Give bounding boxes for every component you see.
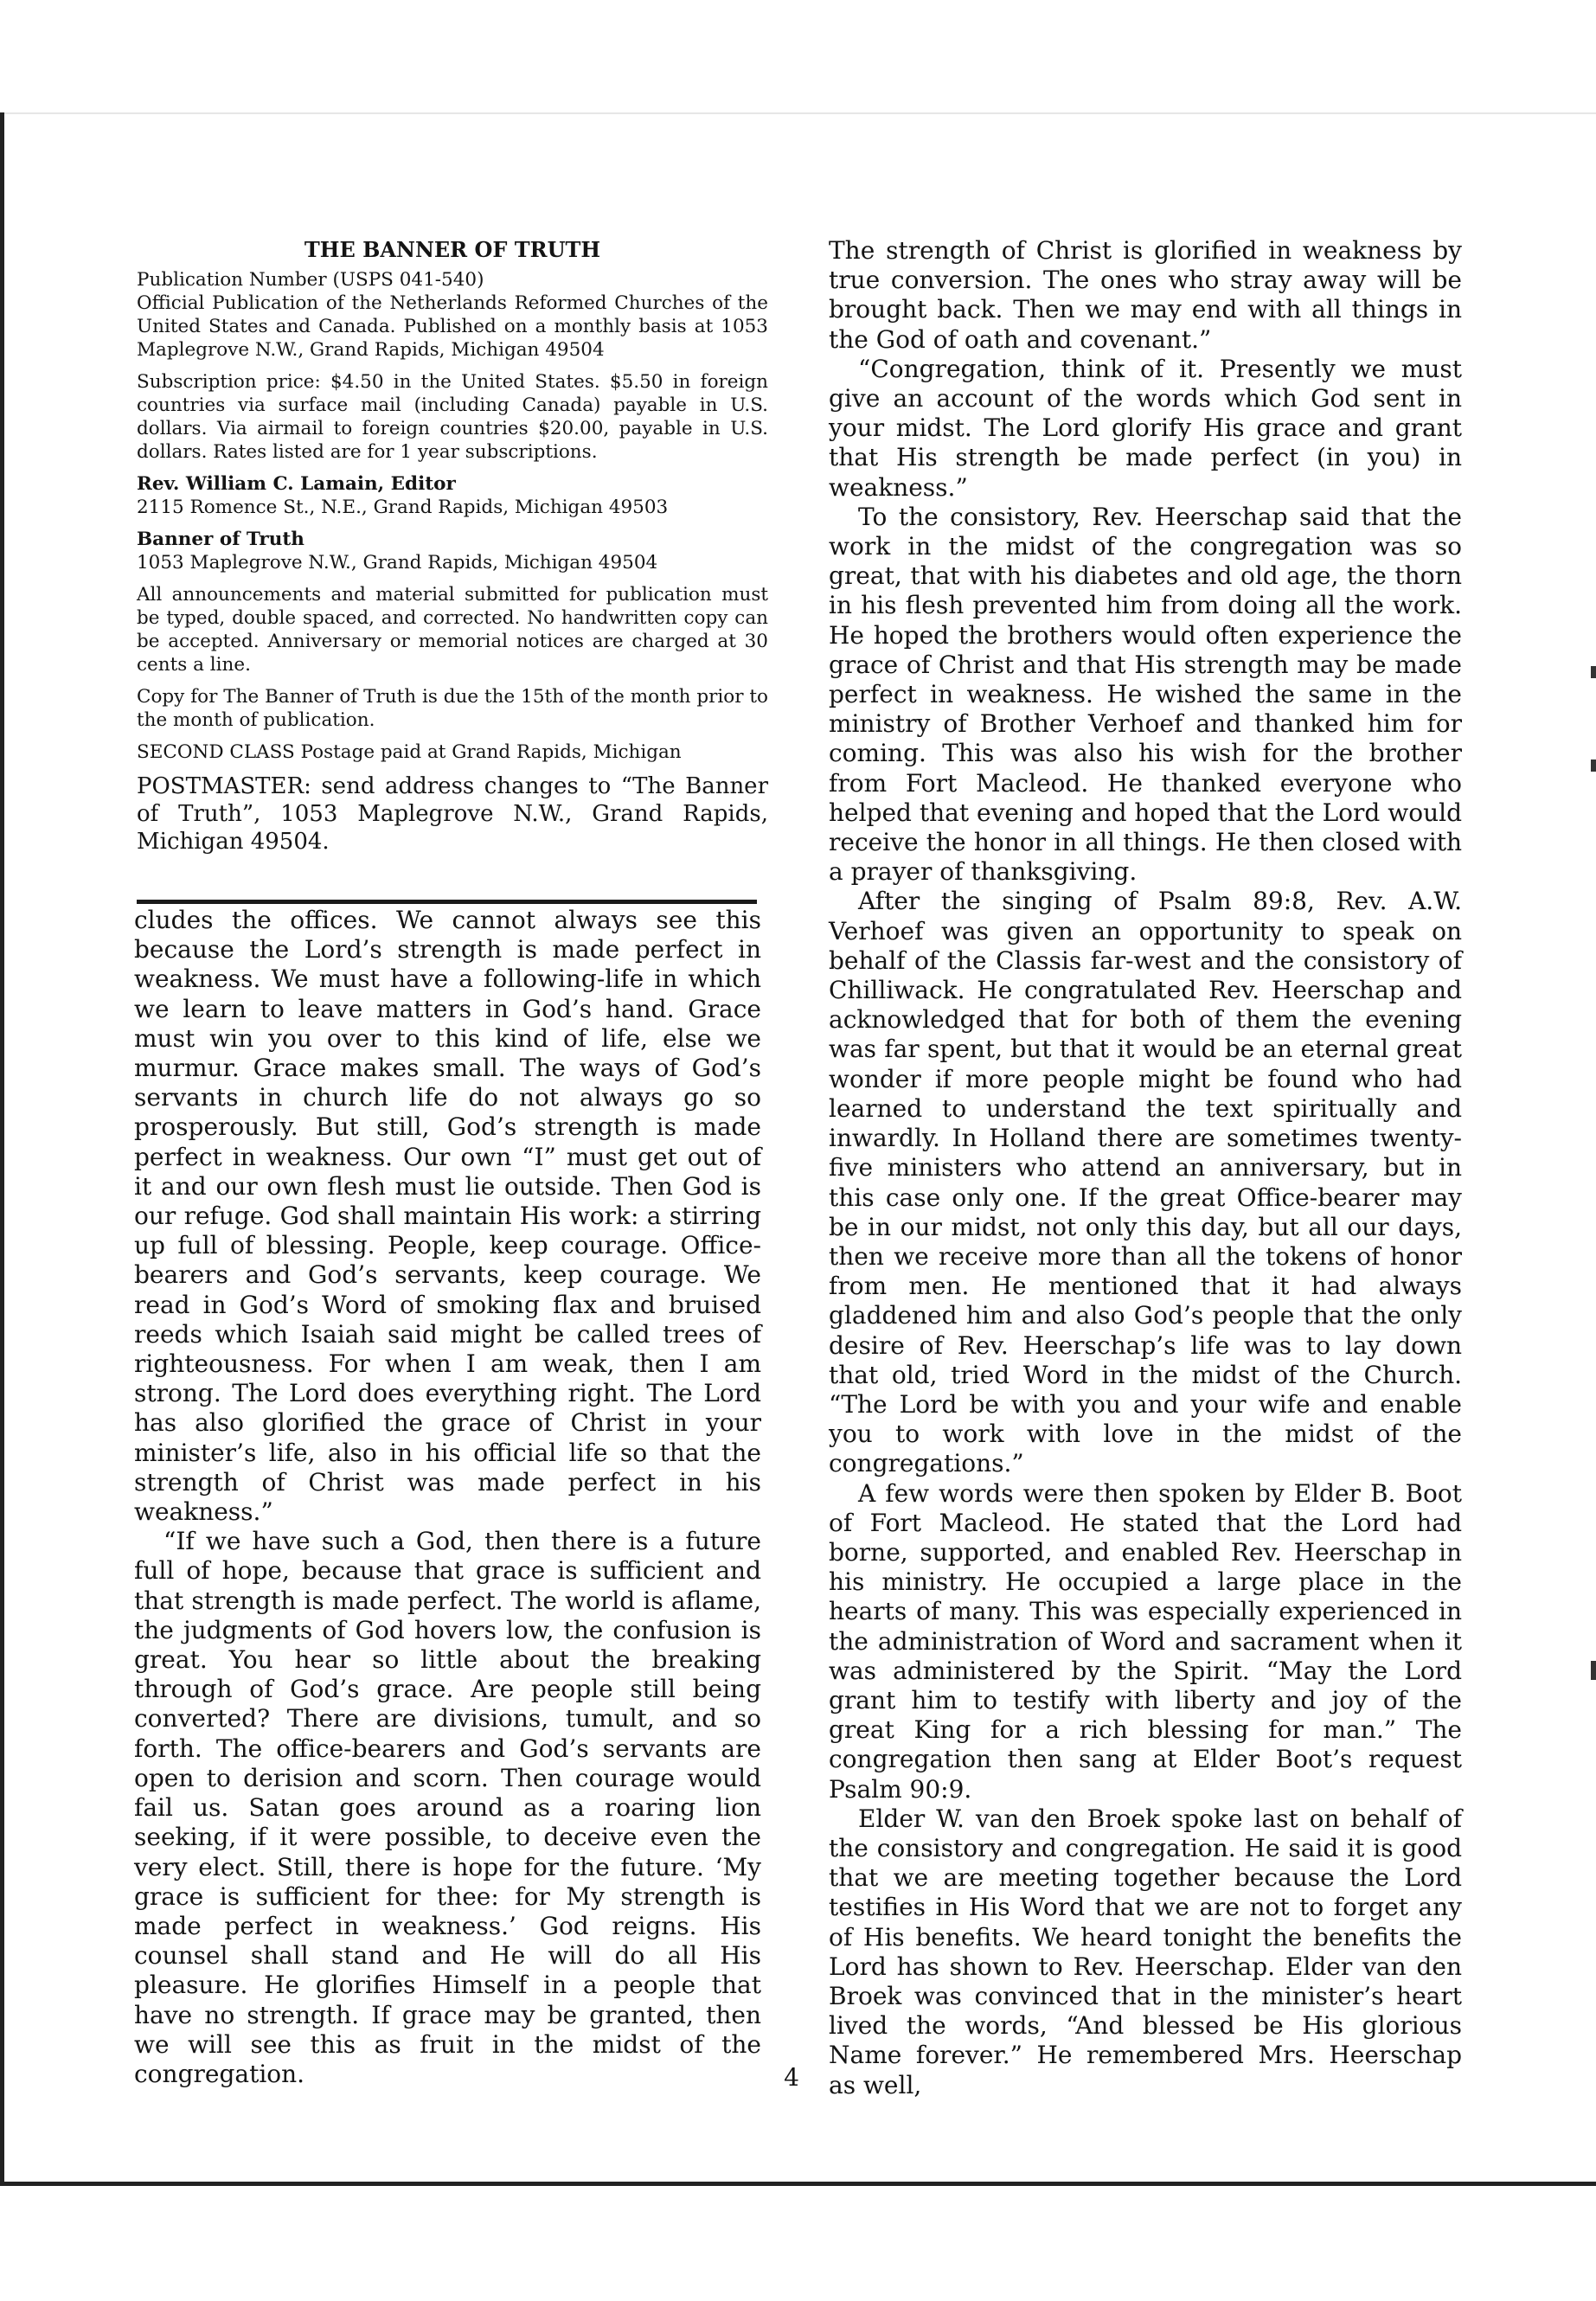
article-paragraph: To the consistory, Rev. Heerschap said that the work in the midst of the congregation was so great, that with his diabetes and old age, the thorn in his flesh prevented him from doing all the work. He hoped the brothers would often experience the grace of Christ and that His strength may be made perfect in weakness. He wished the same in the ministry of Brother Verhoef and thanked him for coming. This was also his wish for the brother from Fort Macleod. He thanked everyone who helped that evening and hoped that the Lord would receive the honor in all things. He then closed with a prayer of thanksgiving. — [829, 502, 1462, 887]
page-number: 4 — [784, 2063, 799, 2092]
masthead — [137, 238, 768, 864]
article-paragraph: After the singing of Psalm 89:8, Rev. A.W. Verhoef was given an opportunity to speak on behalf of the Classis far-west and the consistory of Chilliwack. He congratulated Rev. Heerschap and acknowledged that for both of them the evening was far spent, but that it would be an eternal great wonder if more people might be found who had learned to understand the text spiritually and inwardly. In Holland there are sometimes twenty-five ministers who attend an anniversary, but in this case only one. If the great Office-bearer may be in our midst, not only this day, but all our days, then we receive more than all the tokens of honor from men. He mentioned that it had always gladdened him and also God’s people that the only desire of Rev. Heerschap’s life was to lay down that old, tried Word in the midst of the Church. “The Lord be with you and your wife and enable you to work with love in the midst of the congregations.” — [829, 887, 1462, 1478]
article-paragraph: “Congregation, think of it. Presently we must give an account of the words which God sent in your midst. The Lord glorify His grace and grant that His strength be made perfect (in you) in weakness.” — [829, 354, 1462, 502]
article-paragraph: A few words were then spoken by Elder B. Boot of Fort Macleod. He stated that the Lord had borne, supported, and enabled Rev. Heerschap in his ministry. He occupied a large place in the hearts of many. This was especially experienced in the administration of Word and sacrament when it was administered by the Spirit. “May the Lord grant him to testify with liberty and joy of the great King for a rich blessing for man.” The congregation then sang at Elder Boot’s request Psalm 90:9. — [829, 1478, 1462, 1804]
scan-edge-mark — [1591, 666, 1596, 678]
scan-edge-mark — [1591, 1661, 1596, 1680]
postmaster-notice: POSTMASTER: send address changes to “The Banner of Truth”, 1053 Maplegrove N.W., Grand Rapids, Michigan 49504. — [137, 773, 768, 855]
editor-name: Rev. William C. Lamain, Editor — [137, 473, 456, 495]
publication-number: Publication Number (USPS 041-540) — [137, 269, 484, 291]
office-name: Banner of Truth — [137, 529, 304, 550]
article-paragraph: “If we have such a God, then there is a future full of hope, because that grace is sufficient and that strength is made perfect. The world is aflame, the judgments of God hovers low, the confusion is great. You hear so little about the breaking through of God’s grace. Are people still being converted? There are divisions, tumult, and so forth. The office-bearers and God’s servants are open to derision and scorn. Then courage would fail us. Satan goes around as a roaring lion seeking, if it were possible, to deceive even the very elect. Still, there is hope for the future. ‘My grace is sufficient for thee: for My strength is made perfect in weakness.’ God reigns. His counsel shall stand and He will do all His pleasure. He glorifies Himself in a people that have no strength. If grace may be granted, then we will see this as fruit in the midst of the congregation. — [134, 1527, 761, 2088]
announcements-notice: All announcements and material submitted for publication must be typed, double spaced, and corrected. No handwritten copy can be accepted. Anniversary or memorial notices are charged at 30 cents a line. — [137, 584, 768, 676]
subscription-price: Subscription price: $4.50 in the United States. $5.50 in foreign countries via surface mail (including Canada) payable in U.S. dollars. Via airmail to foreign countries $20.00, payable in U.S. dollars. Rates listed are for 1 year subscriptions. — [137, 371, 768, 463]
right-column — [829, 236, 1462, 2100]
editor-address: 2115 Romence St., N.E., Grand Rapids, Michigan 49503 — [137, 497, 669, 518]
left-column — [134, 906, 761, 2089]
article-paragraph: cludes the offices. We cannot always see this because the Lord’s strength is made perfect in weakness. We must have a following-life in which we learn to leave matters in God’s hand. Grace must win you over to this kind of life, else we murmur. Grace makes small. The ways of God’s servants in church life do not always go so prosperously. But still, God’s strength is made perfect in weakness. Our own “I” must get out of it and our own flesh must lie outside. Then God is our refuge. God shall maintain His work: a stirring up full of blessing. People, keep courage. Office-bearers and God’s servants, keep courage. We read in God’s Word of smoking flax and bruised reeds which Isaiah said might be called trees of righteousness. For when I am weak, then I am strong. The Lord does everything right. The Lord has also glorified the grace of Christ in your minister’s life, also in his official life so that the strength of Christ was made perfect in his weakness.” — [134, 906, 761, 1527]
article-paragraph: Elder W. van den Broek spoke last on behalf of the consistory and congregation. He said it is good that we are meeting together because the Lord testifies in His Word that we are not to forget any of His benefits. We heard tonight the benefits the Lord has shown to Rev. Heerschap. Elder van den Broek was convinced that in the minister’s heart lived the words, “And blessed be His glorious Name forever.” He remembered Mrs. Heerschap as well, — [829, 1804, 1462, 2099]
article-paragraph: The strength of Christ is glorified in weakness by true conversion. The ones who stray away will be brought back. Then we may end with all things in the God of oath and covenant.” — [829, 236, 1462, 354]
masthead-title: THE BANNER OF TRUTH — [304, 237, 601, 262]
scan-top-margin — [0, 0, 1596, 112]
official-publication: Official Publication of the Netherlands Reformed Churches of the United States and Canada. Published on a monthly basis at 1053 Maplegrove N.W., Grand Rapids, Michigan 49504 — [137, 292, 768, 361]
postage-notice: SECOND CLASS Postage paid at Grand Rapids, Michigan — [137, 741, 682, 763]
office-address: 1053 Maplegrove N.W., Grand Rapids, Michigan 49504 — [137, 552, 658, 574]
page-bottom-edge — [0, 2182, 1596, 2186]
scan-edge-mark — [1591, 760, 1596, 772]
deadline-notice: Copy for The Banner of Truth is due the 15th of the month prior to the month of publication. — [137, 686, 768, 731]
page-top-edge — [0, 112, 1596, 114]
masthead-divider — [137, 900, 757, 904]
page-left-edge — [0, 112, 4, 2184]
